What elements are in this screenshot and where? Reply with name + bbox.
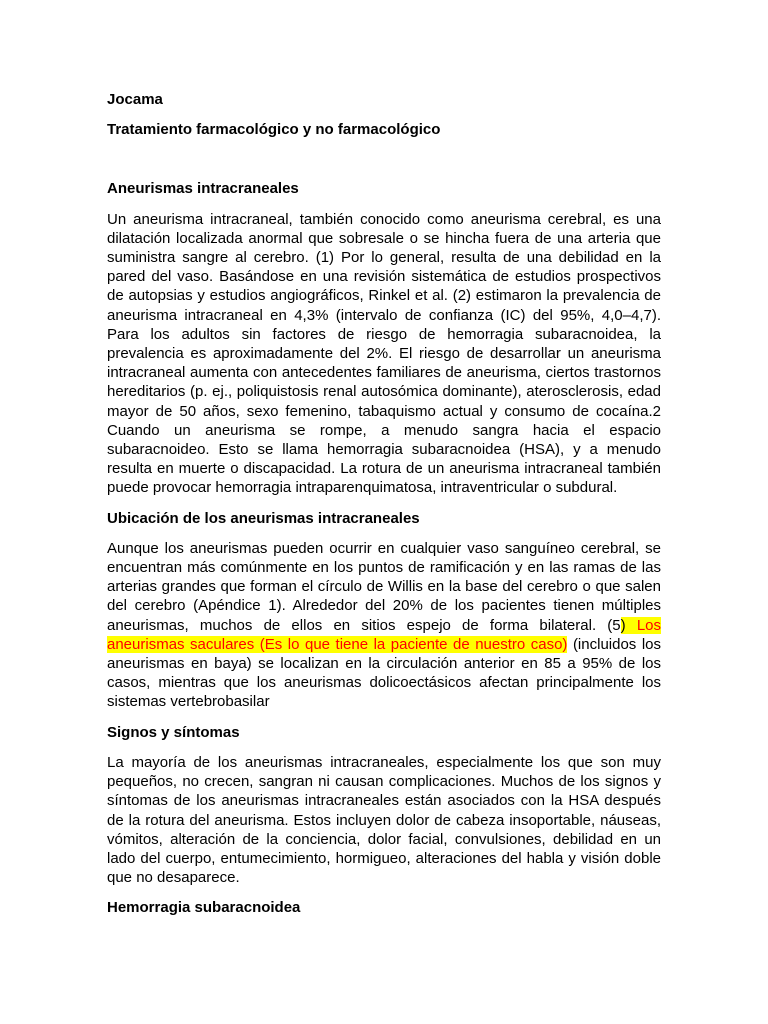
section-body-aneurismas: Un aneurisma intracraneal, también conocido como aneurisma cerebral, es una dilatación localizada anormal que sobresale o se hincha fuera de una arteria que suministra sangre al cerebro. (1) Por lo general, resulta de una debilidad en la pared del vaso. Basándose en una revisión sistemática de estudios prospectivos de autopsias y estudios angiográficos, Rinkel et al. (2) estimaron la prevalencia de aneurisma intracraneal en 4,3% (intervalo de confianza (IC) del 95%, 4,0–4,7). Para los adultos sin factores de riesgo de hemorragia subaracnoidea, la prevalencia es aproximadamente del 2%. El riesgo de desarrollar un aneurisma intracraneal aumenta con antecedentes familiares de aneurisma, ciertos trastornos hereditarios (p. ej., poliquistosis renal autosómica dominante), aterosclerosis, edad mayor de 50 años, sexo femenino, tabaquismo actual y consumo de cocaína.2 Cuando un aneurisma se rompe, a menudo sangra hacia el espacio subaracnoideo. Esto se llama hemorragia subaracnoidea (HSA), y a menudo resulta en muerte o discapacidad. La rotura de un aneurisma intracraneal también puede provocar hemorragia intraparenquimatosa, intraventricular o subdural. (107, 210, 661, 497)
highlighted-paren: ) (620, 616, 626, 634)
document-page (107, 90, 661, 918)
document-title: Tratamiento farmacológico y no farmacológico (107, 121, 441, 139)
section-heading-hemorragia: Hemorragia subaracnoidea (107, 899, 301, 917)
section-heading-ubicacion: Ubicación de los aneurismas intracraneales (107, 509, 420, 527)
ubicacion-text-before: Aunque los aneurismas pueden ocurrir en cualquier vaso sanguíneo cerebral, se encuentran más comúnmente en los puntos de ramificación y en las ramas de las arterias grandes que forman el círculo de Willis en la base del cerebro o que salen del cerebro (Apéndice 1). Alrededor del 20% de los pacientes tienen múltiples aneurismas, muchos de ellos en sitios espejo de forma bilateral. (5 (107, 539, 661, 634)
ubicacion-text-after: (incluidos los aneurismas en baya) se localizan en la circulación anterior en 85 a 95% de los casos, mientras que los aneurismas dolicoectásicos afectan principalmente los sistemas vertebrobasilar (107, 635, 661, 711)
section-body-ubicacion (107, 539, 661, 712)
section-heading-aneurismas: Aneurismas intracraneales (107, 180, 299, 198)
section-body-signos: La mayoría de los aneurismas intracraneales, especialmente los que son muy pequeños, no crecen, sangran ni causan complicaciones. Muchos de los signos y síntomas de los aneurismas intracraneales están asociados con la HSA después de la rotura del aneurisma. Estos incluyen dolor de cabeza insoportable, náuseas, vómitos, alteración de la conciencia, dolor facial, convulsiones, debilidad en un lado del cuerpo, entumecimiento, hormigueo, alteraciones del habla y visión doble que no desaparece. (107, 753, 661, 887)
highlighted-saculares-note: Los aneurismas saculares (Es lo que tiene la paciente de nuestro caso) (107, 616, 661, 653)
author-name: Jocama (107, 91, 163, 108)
section-heading-signos: Signos y síntomas (107, 723, 240, 741)
